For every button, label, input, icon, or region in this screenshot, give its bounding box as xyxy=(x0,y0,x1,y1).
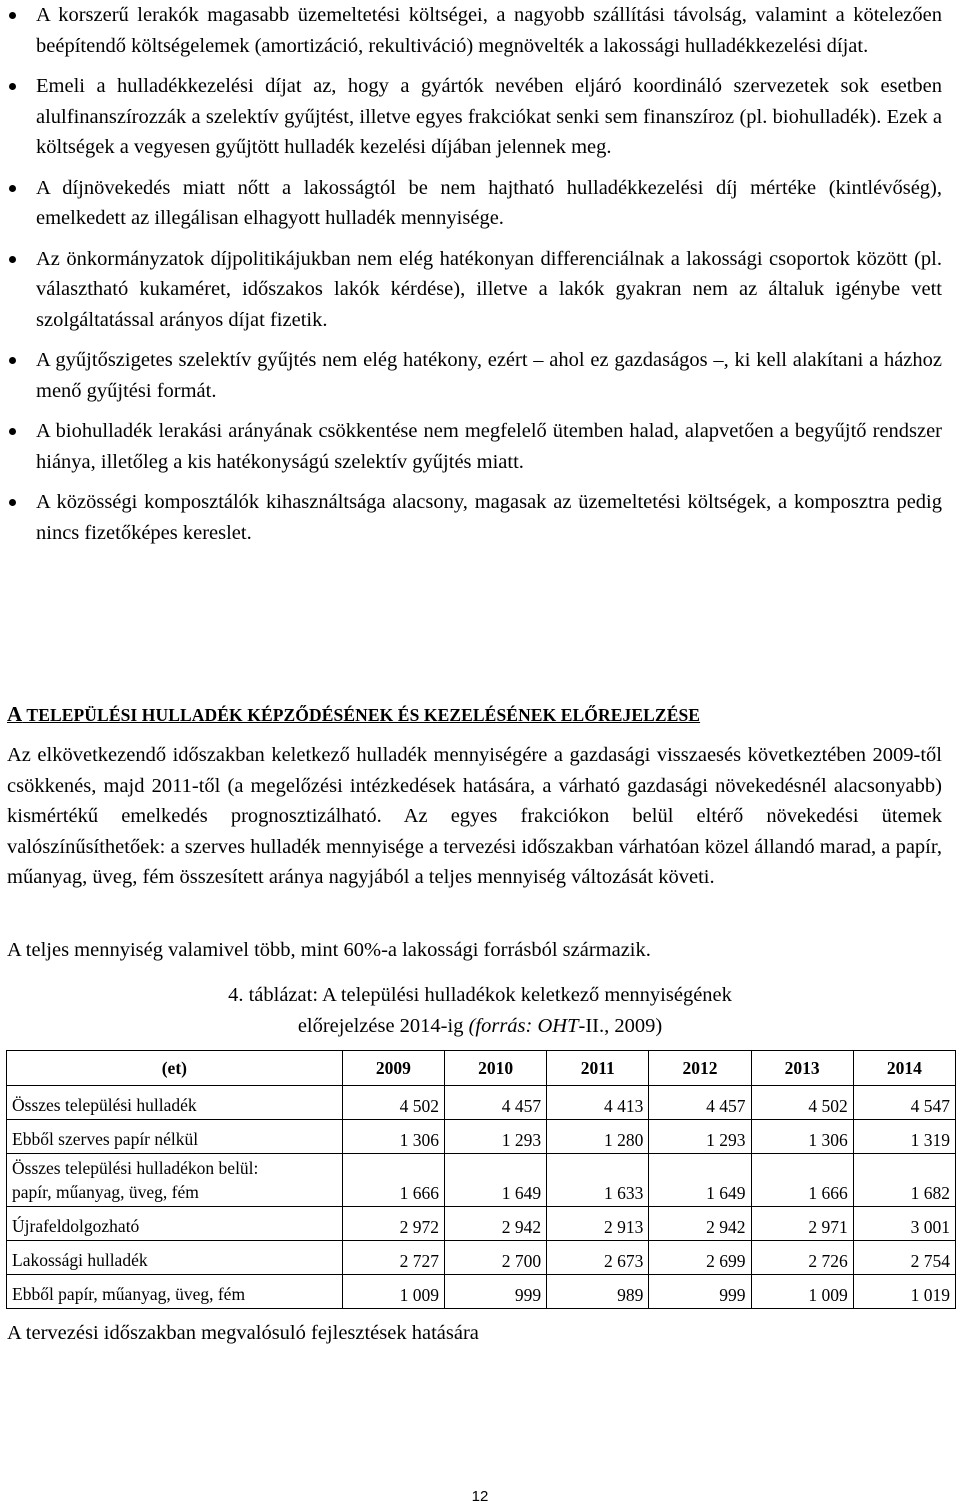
bullet-text: A díjnövekedés miatt nőtt a lakosságtól be nem hajtható hulladékkezelési díj mértéke (kintlévőség), emelkedett az illegálisan elhagyott hulladék mennyisége. xyxy=(36,176,942,229)
forecast-paragraph: Az elkövetkezendő időszakban keletkező hulladék mennyiségére a gazdasági visszaesés következtében 2009-től csökkenés, majd 2011-től (a megelőzési intézkedések hatására, a várható gazdasági növekedésnél alacsonyabb) kismértékű emelkedés prognosztizálható. Az egyes frakciókon belül eltérő növekedési ütemek valószínűsíthetőek: a szerves hulladék mennyisége a tervezési időszakban várhatóan közel állandó marad, a papír, műanyag, üveg, fém összesített aránya nagyjából a teljes mennyiség változását követi. xyxy=(7,744,942,888)
table-cell: 989 xyxy=(547,1275,649,1309)
table-cell: 2 971 xyxy=(751,1207,853,1241)
bullet-text: A gyűjtőszigetes szelektív gyűjtés nem elég hatékony, ezért – ahol ez gazdaságos –, ki kell alakítani a házhoz menő gyűjtési formát. xyxy=(36,349,942,402)
header-year: 2010 xyxy=(444,1051,546,1086)
table-cell: 1 306 xyxy=(751,1120,853,1154)
bullet-text: A korszerű lerakók magasabb üzemeltetési költségei, a nagyobb szállítási távolság, valamint a kötelezően beépítendő költségelemek (amortizáció, rekultiváció) megnövelték a lakossági hulladékkezelési díjat. xyxy=(36,4,942,57)
table-cell: 1 293 xyxy=(649,1120,751,1154)
table-cell: 1 019 xyxy=(853,1275,955,1309)
header-year: 2009 xyxy=(342,1051,444,1086)
table-cell: 1 666 xyxy=(751,1154,853,1207)
table-cell: 4 413 xyxy=(547,1086,649,1120)
caption-line-2 xyxy=(0,1011,960,1042)
row-label: Ebből szerves papír nélkül xyxy=(7,1120,343,1154)
section-heading xyxy=(7,702,700,727)
table-row xyxy=(7,1241,956,1275)
header-year: 2014 xyxy=(853,1051,955,1086)
closing-line: A tervezési időszakban megvalósuló fejlesztések hatására xyxy=(7,1322,479,1344)
table-cell: 2 754 xyxy=(853,1241,955,1275)
table-cell: 2 699 xyxy=(649,1241,751,1275)
bullet-item xyxy=(0,416,960,477)
table-cell: 2 726 xyxy=(751,1241,853,1275)
table-cell: 1 649 xyxy=(649,1154,751,1207)
header-year: 2013 xyxy=(751,1051,853,1086)
page-number: 12 xyxy=(471,1488,489,1505)
table-cell: 2 972 xyxy=(342,1207,444,1241)
bullet-item xyxy=(0,345,960,406)
bullet-dot-icon xyxy=(9,12,16,19)
table-row xyxy=(7,1207,956,1241)
table-cell: 4 502 xyxy=(751,1086,853,1120)
bullet-text: A közösségi komposztálók kihasználtsága alacsony, magasak az üzemeltetési költségek, a komposztra pedig nincs fizetőképes kereslet. xyxy=(36,491,942,544)
bullet-dot-icon xyxy=(9,185,16,192)
row-label: Újrafeldolgozható xyxy=(7,1207,343,1241)
bullet-item xyxy=(0,0,960,61)
caption-source: (forrás: OHT xyxy=(468,1014,579,1037)
caption-text-end: -II., 2009) xyxy=(578,1014,663,1037)
bullet-text: A biohulladék lerakási arányának csökkentése nem megfelelő ütemben halad, alapvetően a begyűjtő rendszer hiánya, illetőleg a kis hatékonyságú szelektív gyűjtés miatt. xyxy=(36,420,942,473)
bullet-dot-icon xyxy=(9,499,16,506)
table-cell: 1 306 xyxy=(342,1120,444,1154)
row-label: Lakossági hulladék xyxy=(7,1241,343,1275)
caption-line-1: 4. táblázat: A települési hulladékok keletkező mennyiségének xyxy=(228,984,732,1006)
heading-rest: TELEPÜLÉSI HULLADÉK KÉPZŐDÉSÉNEK ÉS KEZELÉSÉNEK ELŐREJELZÉSE xyxy=(22,705,701,725)
bullet-item xyxy=(0,487,960,548)
table-cell: 2 727 xyxy=(342,1241,444,1275)
table-cell: 1 649 xyxy=(444,1154,546,1207)
row-label: Összes települési hulladék xyxy=(7,1086,343,1120)
row-label-line-1: Összes települési hulladékon belül: xyxy=(12,1158,259,1178)
table-cell: 4 457 xyxy=(649,1086,751,1120)
table-row xyxy=(7,1275,956,1309)
table-cell: 4 502 xyxy=(342,1086,444,1120)
bullet-text: Az önkormányzatok díjpolitikájukban nem elég hatékonyan differenciálnak a lakossági csoportok között (pl. választható kukaméret, időszakos lakók kérdése), illetve a lakók gyakran nem az általuk igénybe vett szolgáltatással arányos díjat fizetik. xyxy=(36,247,942,331)
table-row xyxy=(7,1120,956,1154)
bullet-dot-icon xyxy=(9,256,16,263)
bullet-item xyxy=(0,71,960,163)
table-cell: 2 942 xyxy=(444,1207,546,1241)
table-cell: 1 280 xyxy=(547,1120,649,1154)
table-cell: 1 293 xyxy=(444,1120,546,1154)
table-cell: 2 942 xyxy=(649,1207,751,1241)
bullet-item xyxy=(0,244,960,336)
forecast-table xyxy=(6,1050,956,1309)
row-label-line-2: papír, műanyag, üveg, fém xyxy=(12,1182,199,1202)
header-year: 2012 xyxy=(649,1051,751,1086)
table-cell: 2 700 xyxy=(444,1241,546,1275)
row-label xyxy=(7,1154,343,1207)
table-caption xyxy=(0,980,960,1041)
table-cell: 2 673 xyxy=(547,1241,649,1275)
bullet-list xyxy=(0,0,960,548)
table-row xyxy=(7,1154,956,1207)
bullet-dot-icon xyxy=(9,428,16,435)
table-cell: 1 319 xyxy=(853,1120,955,1154)
table-cell: 4 457 xyxy=(444,1086,546,1120)
table-cell: 1 009 xyxy=(342,1275,444,1309)
row-label: Ebből papír, műanyag, üveg, fém xyxy=(7,1275,343,1309)
table-cell: 1 682 xyxy=(853,1154,955,1207)
bullet-text: Emeli a hulladékkezelési díjat az, hogy a gyártók nevében eljáró koordináló szervezetek sok esetben alulfinanszírozzák a szelektív gyűjtést, illetve egyes frakciókat senki sem finanszíroz (pl. biohulladék). Ezek a költségek a vegyesen gyűjtött hulladék kezelési díjában jelennek meg. xyxy=(36,75,942,158)
table-header-row xyxy=(7,1051,956,1086)
table-cell: 4 547 xyxy=(853,1086,955,1120)
table-cell: 1 009 xyxy=(751,1275,853,1309)
bullet-dot-icon xyxy=(9,357,16,364)
table-cell: 2 913 xyxy=(547,1207,649,1241)
table-cell: 3 001 xyxy=(853,1207,955,1241)
caption-text: előrejelzése 2014-ig xyxy=(297,1014,469,1037)
table-row xyxy=(7,1086,956,1120)
table-cell: 999 xyxy=(649,1275,751,1309)
header-year: 2011 xyxy=(547,1051,649,1086)
bullet-dot-icon xyxy=(9,83,16,90)
heading-first-letter: A xyxy=(7,702,23,726)
residential-share-paragraph: A teljes mennyiség valamivel több, mint 60%-a lakossági forrásból származik. xyxy=(7,939,651,961)
table-cell: 999 xyxy=(444,1275,546,1309)
header-unit: (et) xyxy=(7,1051,343,1086)
table-cell: 1 633 xyxy=(547,1154,649,1207)
table-cell: 1 666 xyxy=(342,1154,444,1207)
bullet-item xyxy=(0,173,960,234)
